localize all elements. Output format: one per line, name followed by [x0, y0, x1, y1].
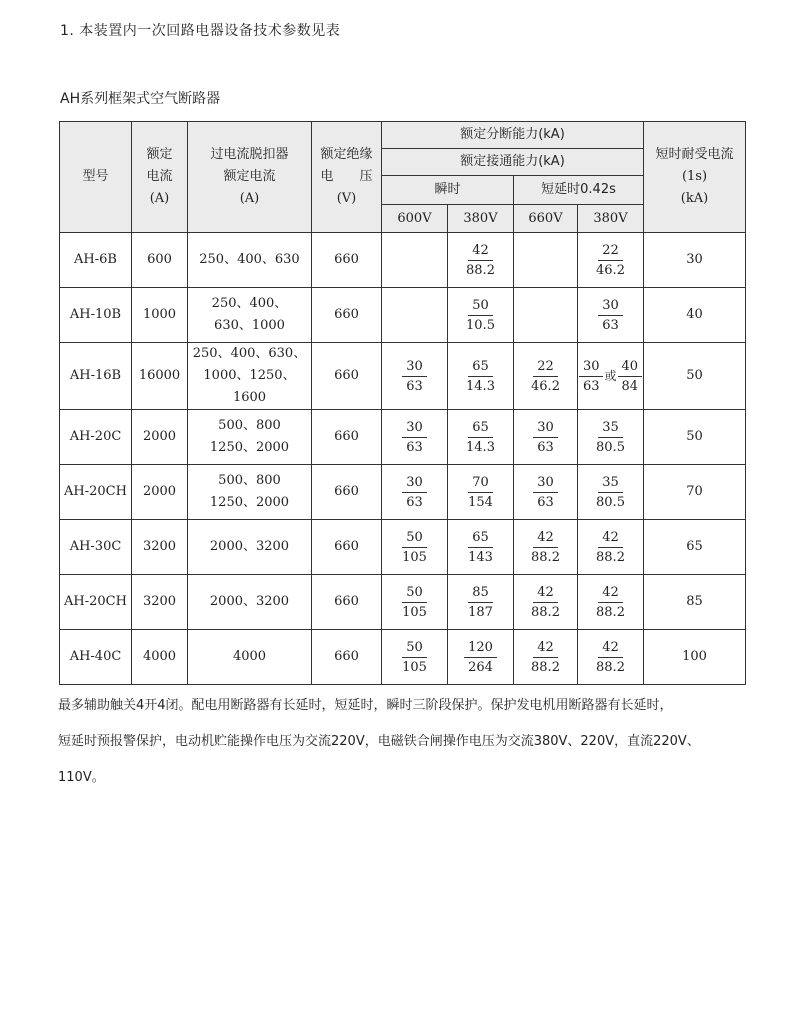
delay-660v-value-numerator: 42: [533, 583, 558, 603]
cell-insulation-voltage: 660: [312, 575, 382, 630]
delay-380v-value-denominator: 63: [582, 378, 600, 394]
delay-660v-value-numerator: 22: [533, 357, 558, 377]
delay-380v-value-denominator: 46.2: [596, 262, 625, 278]
header-trip-current: 过电流脱扣器 额定电流 (A): [188, 122, 312, 233]
delay-380v-value-numerator: 30: [579, 357, 604, 377]
cell-delay-660v: [514, 630, 578, 685]
cell-withstand: 40: [644, 288, 746, 343]
delay-380v-value: [592, 241, 629, 280]
instant-380v-value-numerator: 85: [468, 583, 493, 603]
cell-model: AH-20CH: [60, 575, 132, 630]
cell-instant-600v: [382, 410, 448, 465]
delay-660v-value-denominator: 88.2: [531, 604, 560, 620]
cell-instant-380v: [448, 288, 514, 343]
header-withstand-current: 短时耐受电流 (1s) (kA): [644, 122, 746, 233]
instant-600v-value-numerator: 30: [402, 357, 427, 377]
cell-instant-600v: [382, 233, 448, 288]
instant-600v-value-numerator: 50: [402, 638, 427, 658]
cell-withstand: 100: [644, 630, 746, 685]
instant-380v-value-denominator: 143: [468, 549, 493, 565]
header-instantaneous: 瞬时: [382, 176, 514, 205]
cell-rated-current: 3200: [132, 520, 188, 575]
cell-rated-current: 2000: [132, 465, 188, 520]
cell-rated-current: 4000: [132, 630, 188, 685]
cell-model: AH-30C: [60, 520, 132, 575]
delay-660v-value-denominator: 63: [537, 439, 554, 455]
delay-380v-value-denominator: 88.2: [596, 659, 625, 675]
delay-380v-value-numerator: 35: [598, 418, 623, 438]
instant-600v-value-denominator: 105: [402, 604, 427, 620]
cell-delay-660v: [514, 465, 578, 520]
instant-600v-value-denominator: 63: [406, 439, 423, 455]
cell-instant-380v: [448, 410, 514, 465]
cell-rated-current: 3200: [132, 575, 188, 630]
table-row: [60, 288, 746, 343]
header-model: 型号: [60, 122, 132, 233]
cell-delay-380v: [578, 410, 644, 465]
instant-380v-value: [462, 296, 499, 335]
instant-600v-value: [402, 473, 427, 512]
cell-delay-380v: [578, 630, 644, 685]
trip-value: 250、400、630、: [192, 346, 307, 361]
cell-withstand: 85: [644, 575, 746, 630]
delay-660v-value-denominator: 63: [537, 494, 554, 510]
delay-380v-value-denominator: 88.2: [596, 549, 625, 565]
header-breaking-capacity: 额定分断能力(kA): [382, 122, 644, 149]
delay-380v-value-numerator: 42: [598, 638, 623, 658]
header-660v: 660V: [514, 205, 578, 233]
delay-380v-value: [592, 638, 629, 677]
delay-380v-value: [592, 583, 629, 622]
instant-600v-value-denominator: 105: [402, 659, 427, 675]
cell-instant-600v: [382, 520, 448, 575]
cell-insulation-voltage: 660: [312, 630, 382, 685]
cell-withstand: 70: [644, 465, 746, 520]
delay-660v-value-numerator: 42: [533, 528, 558, 548]
instant-600v-value: [402, 418, 427, 457]
delay-660v-value-numerator: 30: [533, 473, 558, 493]
delay-380v-value: [592, 418, 629, 457]
cell-instant-380v: [448, 233, 514, 288]
trip-value: 630、1000: [214, 318, 285, 333]
delay-660v-value: [533, 473, 558, 512]
trip-value: 1250、2000: [209, 440, 290, 455]
cell-instant-380v: [448, 520, 514, 575]
header-380v-delay: 380V: [578, 205, 644, 233]
cell-trip-current: [188, 630, 312, 685]
cell-withstand: 50: [644, 343, 746, 410]
instant-600v-value: [398, 528, 431, 567]
header-600v: 600V: [382, 205, 448, 233]
cell-model: AH-40C: [60, 630, 132, 685]
cell-withstand: 30: [644, 233, 746, 288]
cell-delay-660v: [514, 575, 578, 630]
instant-380v-value: [462, 357, 499, 396]
delay-380v-value-denominator: 80.5: [596, 439, 625, 455]
delay-660v-value: [527, 528, 564, 567]
footnote-line: 最多辅助触关4开4闭。配电用断路器有长延时，短延时，瞬时三阶段保护。保护发电机用断路器有长延时，: [58, 698, 673, 713]
cell-trip-current: [188, 465, 312, 520]
table-row: [60, 630, 746, 685]
delay-660v-value: [527, 583, 564, 622]
instant-380v-value: [464, 638, 497, 677]
delay-380v-value-denominator: 63: [602, 317, 619, 333]
cell-instant-380v: [448, 630, 514, 685]
header-making-capacity: 额定接通能力(kA): [382, 149, 644, 176]
delay-660v-value: [527, 357, 564, 396]
cell-delay-380v: [578, 233, 644, 288]
instant-380v-value-denominator: 187: [468, 604, 493, 620]
delay-660v-value: [527, 638, 564, 677]
trip-value: 1000、1250、1600: [203, 368, 296, 405]
cell-delay-380v: [578, 520, 644, 575]
instant-380v-value-denominator: 264: [468, 659, 493, 675]
instant-380v-value-numerator: 120: [464, 638, 497, 658]
delay-660v-value-denominator: 88.2: [531, 659, 560, 675]
delay-660v-value-numerator: 42: [533, 638, 558, 658]
delay-660v-value-denominator: 46.2: [531, 378, 560, 394]
instant-600v-value-denominator: 63: [406, 378, 423, 394]
cell-instant-380v: [448, 465, 514, 520]
header-short-delay: 短延时0.42s: [514, 176, 644, 205]
cell-delay-660v: [514, 288, 578, 343]
delay-660v-value-numerator: 30: [533, 418, 558, 438]
delay-380v-value-numerator: 42: [598, 583, 623, 603]
instant-380v-value-denominator: 10.5: [466, 317, 495, 333]
cell-delay-660v: [514, 520, 578, 575]
instant-600v-value-numerator: 30: [402, 418, 427, 438]
instant-600v-value-numerator: 50: [402, 528, 427, 548]
delay-380v-alt-value-denominator: 84: [621, 378, 639, 394]
cell-insulation-voltage: 660: [312, 410, 382, 465]
instant-380v-value: [462, 418, 499, 457]
delay-380v-value-numerator: 30: [598, 296, 623, 316]
instant-600v-value: [402, 357, 427, 396]
cell-insulation-voltage: 660: [312, 343, 382, 410]
instant-600v-value-denominator: 105: [402, 549, 427, 565]
section-heading: 1. 本装置内一次回路电器设备技术参数见表: [60, 23, 341, 39]
table-row: [60, 465, 746, 520]
cell-model: AH-6B: [60, 233, 132, 288]
cell-instant-380v: [448, 575, 514, 630]
trip-value: 250、400、: [211, 296, 288, 311]
instant-380v-value-numerator: 65: [468, 418, 493, 438]
instant-380v-value-numerator: 65: [468, 528, 493, 548]
trip-value: 4000: [232, 649, 267, 664]
footnote-line: 110V。: [58, 770, 105, 785]
delay-380v-value-denominator: 88.2: [596, 604, 625, 620]
delay-660v-value: [533, 418, 558, 457]
cell-delay-380v: [578, 288, 644, 343]
cell-rated-current: 600: [132, 233, 188, 288]
delay-380v-alt-value-numerator: 40: [618, 357, 643, 377]
trip-value: 500、800: [218, 418, 281, 433]
delay-380v-value: [592, 473, 629, 512]
cell-instant-600v: [382, 465, 448, 520]
delay-380v-value-denominator: 80.5: [596, 494, 625, 510]
instant-380v-value: [464, 473, 497, 512]
instant-380v-value-denominator: 88.2: [466, 262, 495, 278]
cell-trip-current: [188, 520, 312, 575]
trip-value: 1250、2000: [209, 495, 290, 510]
trip-value: 2000、3200: [209, 539, 290, 554]
header-rated-current: 额定 电流 (A): [132, 122, 188, 233]
or-label: 或: [604, 369, 617, 383]
cell-model: AH-20CH: [60, 465, 132, 520]
instant-600v-value: [398, 638, 431, 677]
instant-380v-value-numerator: 65: [468, 357, 493, 377]
cell-delay-380v: [578, 465, 644, 520]
table-row: [60, 520, 746, 575]
instant-380v-value: [462, 241, 499, 280]
cell-trip-current: [188, 410, 312, 465]
cell-trip-current: [188, 233, 312, 288]
table-row: [60, 233, 746, 288]
delay-380v-value-numerator: 42: [598, 528, 623, 548]
delay-380v-value-numerator: 35: [598, 473, 623, 493]
cell-model: AH-16B: [60, 343, 132, 410]
cell-rated-current: 16000: [132, 343, 188, 410]
table-row: [60, 410, 746, 465]
delay-380v-value: [598, 296, 623, 335]
instant-600v-value-denominator: 63: [406, 494, 423, 510]
cell-delay-660v: [514, 410, 578, 465]
instant-600v-value: [398, 583, 431, 622]
instant-600v-value-numerator: 50: [402, 583, 427, 603]
header-insulation-voltage: 额定绝缘 电 压 (V): [312, 122, 382, 233]
cell-instant-600v: [382, 575, 448, 630]
cell-model: AH-10B: [60, 288, 132, 343]
cell-delay-660v: [514, 343, 578, 410]
cell-instant-380v: [448, 343, 514, 410]
instant-380v-value-numerator: 70: [468, 473, 493, 493]
cell-insulation-voltage: 660: [312, 520, 382, 575]
instant-380v-value-numerator: 50: [468, 296, 493, 316]
instant-380v-value-denominator: 154: [468, 494, 493, 510]
cell-instant-600v: [382, 343, 448, 410]
delay-380v-value-numerator: 22: [598, 241, 623, 261]
cell-rated-current: 1000: [132, 288, 188, 343]
cell-delay-380v: [578, 575, 644, 630]
instant-380v-value-numerator: 42: [468, 241, 493, 261]
cell-insulation-voltage: 660: [312, 288, 382, 343]
cell-delay-380v: [578, 343, 644, 410]
cell-trip-current: [188, 575, 312, 630]
trip-value: 2000、3200: [209, 594, 290, 609]
cell-insulation-voltage: 660: [312, 465, 382, 520]
header-380v-instant: 380V: [448, 205, 514, 233]
table-row: [60, 575, 746, 630]
cell-trip-current: [188, 288, 312, 343]
instant-380v-value: [464, 583, 497, 622]
table-row: [60, 343, 746, 410]
instant-380v-value: [464, 528, 497, 567]
cell-insulation-voltage: 660: [312, 233, 382, 288]
cell-instant-600v: [382, 630, 448, 685]
cell-instant-600v: [382, 288, 448, 343]
breaker-spec-table: [59, 121, 746, 685]
cell-trip-current: [188, 343, 312, 410]
delay-380v-value: [579, 357, 604, 396]
footnote: [58, 688, 748, 796]
instant-380v-value-denominator: 14.3: [466, 439, 495, 455]
cell-delay-660v: [514, 233, 578, 288]
cell-rated-current: 2000: [132, 410, 188, 465]
cell-withstand: 65: [644, 520, 746, 575]
table-subtitle: AH系列框架式空气断路器: [60, 91, 221, 107]
instant-600v-value-numerator: 30: [402, 473, 427, 493]
delay-380v-alt-value: [618, 357, 643, 396]
trip-value: 250、400、630: [199, 252, 300, 267]
delay-660v-value-denominator: 88.2: [531, 549, 560, 565]
delay-380v-value: [592, 528, 629, 567]
cell-withstand: 50: [644, 410, 746, 465]
footnote-line: 短延时预报警保护，电动机贮能操作电压为交流220V，电磁铁合闸操作电压为交流380V、220V，直流220V、: [58, 734, 700, 749]
cell-model: AH-20C: [60, 410, 132, 465]
trip-value: 500、800: [218, 473, 281, 488]
instant-380v-value-denominator: 14.3: [466, 378, 495, 394]
